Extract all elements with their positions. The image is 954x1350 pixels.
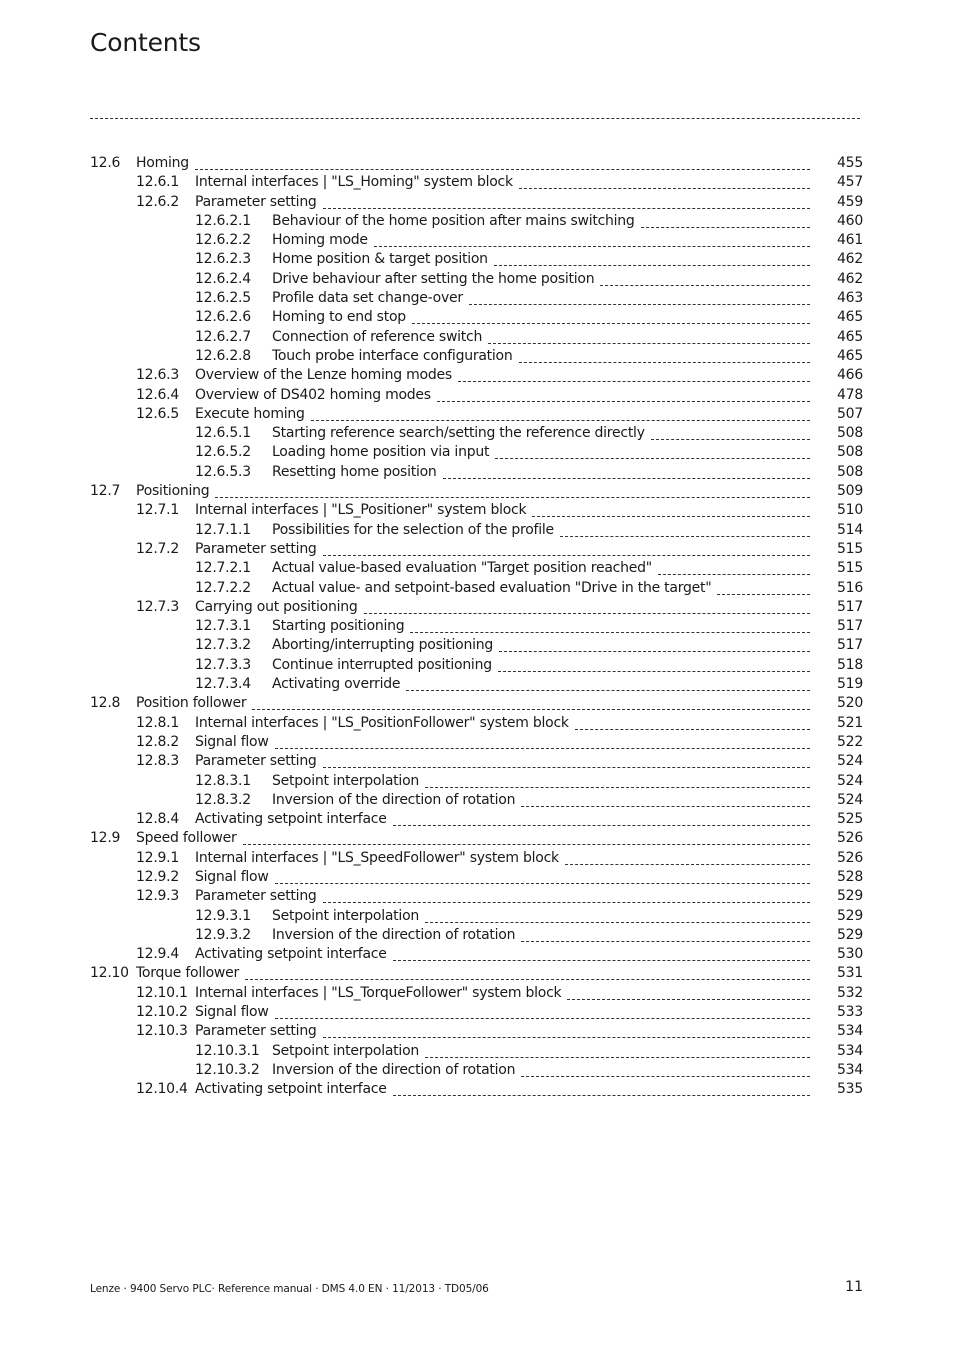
toc-entry-number: 12.9 <box>90 830 121 847</box>
toc-entry[interactable] <box>90 598 863 617</box>
toc-leader-dashes <box>323 767 810 768</box>
toc-entry-page: 535 <box>837 1081 863 1098</box>
toc-entry[interactable] <box>90 656 863 675</box>
toc-entry-title: Internal interfaces | "LS_SpeedFollower" system block <box>195 849 565 868</box>
toc-entry-title: Inversion of the direction of rotation <box>272 926 521 945</box>
toc-entry-title: Actual value- and setpoint-based evaluation "Drive in the target" <box>272 579 717 598</box>
toc-leader-dashes <box>275 1018 810 1019</box>
toc-entry-leader-group <box>272 617 810 636</box>
toc-entry[interactable] <box>90 521 863 540</box>
toc-entry-number: 12.6.4 <box>136 386 180 403</box>
toc-leader-dashes <box>488 343 810 344</box>
toc-entry-page: 514 <box>837 521 863 538</box>
toc-leader-dashes <box>519 362 811 363</box>
toc-entry-number: 12.6.3 <box>136 367 180 384</box>
footer-publication: Lenze · 9400 Servo PLC· Reference manual · DMS 4.0 EN · 11/2013 · TD05/06 <box>90 1283 489 1295</box>
toc-entry-page: 520 <box>837 695 863 712</box>
toc-leader-dashes <box>323 1037 810 1038</box>
toc-entry-title: Execute homing <box>195 405 311 424</box>
toc-entry-page: 507 <box>837 405 863 422</box>
toc-entry-leader-group <box>195 810 810 829</box>
toc-entry-number: 12.8.3.2 <box>195 791 251 808</box>
toc-leader-dashes <box>651 439 810 440</box>
toc-entry[interactable] <box>90 636 863 655</box>
toc-entry[interactable] <box>90 424 863 443</box>
toc-entry-number: 12.10.3.1 <box>195 1042 260 1059</box>
toc-entry-number: 12.8 <box>90 695 121 712</box>
toc-leader-dashes <box>521 806 810 807</box>
toc-entry[interactable] <box>90 810 863 829</box>
toc-entry[interactable] <box>90 887 863 906</box>
toc-entry-number: 12.7.3.1 <box>195 618 251 635</box>
toc-entry-title: Internal interfaces | "LS_PositionFollower" system block <box>195 714 575 733</box>
toc-entry-leader-group <box>136 482 810 501</box>
toc-leader-dashes <box>495 458 810 459</box>
toc-entry-title: Activating setpoint interface <box>195 945 393 964</box>
toc-entry-title: Homing <box>136 154 195 173</box>
toc-entry-title: Overview of DS402 homing modes <box>195 386 437 405</box>
toc-entry-number: 12.8.4 <box>136 811 180 828</box>
toc-entry[interactable] <box>90 694 863 713</box>
toc-entry-page: 524 <box>837 753 863 770</box>
toc-entry[interactable] <box>90 328 863 347</box>
toc-entry-leader-group <box>195 405 810 424</box>
toc-entry-number: 12.10.4 <box>136 1081 188 1098</box>
toc-entry-number: 12.7.1.1 <box>195 521 251 538</box>
toc-entry-title: Starting positioning <box>272 617 410 636</box>
toc-entry[interactable] <box>90 829 863 848</box>
toc-entry-title: Resetting home position <box>272 463 443 482</box>
toc-entry-page: 517 <box>837 637 863 654</box>
toc-entry-page: 521 <box>837 714 863 731</box>
toc-entry-title: Parameter setting <box>195 1022 323 1041</box>
toc-entry-page: 462 <box>837 270 863 287</box>
toc-leader-dashes <box>323 902 810 903</box>
toc-leader-dashes <box>311 420 810 421</box>
toc-entry-page: 526 <box>837 849 863 866</box>
toc-entry-page: 529 <box>837 926 863 943</box>
toc-leader-dashes <box>469 304 810 305</box>
toc-entry-number: 12.6.2.3 <box>195 251 251 268</box>
toc-leader-dashes <box>567 999 810 1000</box>
toc-entry-title: Actual value-based evaluation "Target position reached" <box>272 559 658 578</box>
toc-entry-page: 517 <box>837 618 863 635</box>
toc-entry-title: Activating setpoint interface <box>195 1080 393 1099</box>
toc-entry-number: 12.7.2.1 <box>195 560 251 577</box>
toc-entry-number: 12.6.5.3 <box>195 463 251 480</box>
toc-entry-title: Starting reference search/setting the reference directly <box>272 424 651 443</box>
toc-entry-leader-group <box>272 347 810 366</box>
toc-entry[interactable] <box>90 868 863 887</box>
toc-entry-leader-group <box>195 984 810 1003</box>
toc-entry-page: 524 <box>837 791 863 808</box>
toc-entry-number: 12.10.3.2 <box>195 1061 260 1078</box>
toc-leader-dashes <box>560 536 810 537</box>
toc-entry-title: Loading home position via input <box>272 443 495 462</box>
toc-entry-number: 12.7.2.2 <box>195 579 251 596</box>
toc-leader-dashes <box>717 594 810 595</box>
toc-entry-page: 534 <box>837 1061 863 1078</box>
toc-entry-page: 515 <box>837 540 863 557</box>
toc-entry-number: 12.7 <box>90 483 121 500</box>
toc-entry-number: 12.6.5.2 <box>195 444 251 461</box>
toc-leader-dashes <box>393 960 810 961</box>
toc-entry[interactable] <box>90 675 863 694</box>
toc-entry-title: Parameter setting <box>195 540 323 559</box>
toc-entry-leader-group <box>136 154 810 173</box>
toc-entry-page: 517 <box>837 598 863 615</box>
toc-entry-page: 508 <box>837 425 863 442</box>
toc-entry-page: 534 <box>837 1042 863 1059</box>
toc-entry[interactable] <box>90 501 863 520</box>
toc-entry-page: 465 <box>837 309 863 326</box>
toc-leader-dashes <box>425 1057 810 1058</box>
toc-entry-number: 12.6.2.8 <box>195 347 251 364</box>
toc-entry-title: Internal interfaces | "LS_Homing" system block <box>195 173 519 192</box>
toc-entry[interactable] <box>90 733 863 752</box>
toc-entry-leader-group <box>195 868 810 887</box>
toc-leader-dashes <box>374 246 810 247</box>
toc-entry-title: Behaviour of the home position after mains switching <box>272 212 641 231</box>
toc-entry-leader-group <box>272 656 810 675</box>
toc-entry-title: Activating setpoint interface <box>195 810 393 829</box>
toc-entry-leader-group <box>272 926 810 945</box>
toc-entry[interactable] <box>90 308 863 327</box>
toc-entry[interactable] <box>90 579 863 598</box>
toc-entry-title: Setpoint interpolation <box>272 772 425 791</box>
toc-entry-leader-group <box>272 231 810 250</box>
toc-entry-number: 12.6.2.4 <box>195 270 251 287</box>
toc-entry-leader-group <box>272 791 810 810</box>
toc-entry[interactable] <box>90 366 863 385</box>
toc-entry-number: 12.8.3.1 <box>195 772 251 789</box>
toc-entry-page: 462 <box>837 251 863 268</box>
toc-entry-title: Setpoint interpolation <box>272 907 425 926</box>
toc-entry-page: 465 <box>837 328 863 345</box>
toc-entry-leader-group <box>272 559 810 578</box>
toc-entry-number: 12.7.3.2 <box>195 637 251 654</box>
toc-leader-dashes <box>425 922 810 923</box>
toc-entry-number: 12.6.5 <box>136 405 180 422</box>
toc-entry-title: Signal flow <box>195 1003 275 1022</box>
toc-entry-page: 526 <box>837 830 863 847</box>
toc-entry-number: 12.9.4 <box>136 946 180 963</box>
toc-entry-leader-group <box>272 772 810 791</box>
toc-entry-leader-group <box>272 579 810 598</box>
toc-leader-dashes <box>498 671 810 672</box>
toc-leader-dashes <box>243 844 811 845</box>
toc-leader-dashes <box>323 555 810 556</box>
toc-entry-leader-group <box>195 1003 810 1022</box>
toc-entry-title: Carrying out positioning <box>195 598 364 617</box>
toc-entry[interactable] <box>90 714 863 733</box>
toc-entry-leader-group <box>195 193 810 212</box>
toc-leader-dashes <box>658 574 810 575</box>
toc-entry-title: Aborting/interrupting positioning <box>272 636 499 655</box>
toc-entry-title: Parameter setting <box>195 752 323 771</box>
toc-entry-leader-group <box>195 173 810 192</box>
toc-leader-dashes <box>393 825 810 826</box>
toc-entry[interactable] <box>90 482 863 501</box>
toc-entry-number: 12.6.2 <box>136 193 180 210</box>
toc-leader-dashes <box>458 381 810 382</box>
toc-entry-number: 12.7.3.4 <box>195 676 251 693</box>
toc-entry-leader-group <box>272 907 810 926</box>
toc-entry-page: 463 <box>837 290 863 307</box>
toc-entry-title: Home position & target position <box>272 250 494 269</box>
toc-entry-leader-group <box>195 887 810 906</box>
toc-entry-number: 12.8.1 <box>136 714 180 731</box>
toc-entry-number: 12.10.3 <box>136 1023 188 1040</box>
toc-entry-page: 455 <box>837 155 863 171</box>
toc-entry[interactable] <box>90 752 863 771</box>
toc-entry-leader-group <box>272 521 810 540</box>
toc-entry-title: Profile data set change-over <box>272 289 469 308</box>
toc-entry-title: Speed follower <box>136 829 243 848</box>
toc-entry-number: 12.9.3.1 <box>195 907 251 924</box>
toc-entry-leader-group <box>272 463 810 482</box>
toc-entry-leader-group <box>195 386 810 405</box>
toc-entry-title: Internal interfaces | "LS_Positioner" system block <box>195 501 532 520</box>
toc-entry-title: Inversion of the direction of rotation <box>272 791 521 810</box>
header-rule <box>90 118 860 119</box>
toc-entry-leader-group <box>195 1022 810 1041</box>
toc-entry[interactable] <box>90 173 863 192</box>
toc-entry-title: Internal interfaces | "LS_TorqueFollower" system block <box>195 984 567 1003</box>
toc-entry-page: 519 <box>837 676 863 693</box>
toc-entry[interactable] <box>90 193 863 212</box>
footer-page-number: 11 <box>845 1279 863 1295</box>
toc-entry-title: Positioning <box>136 482 215 501</box>
toc-entry-leader-group <box>136 694 810 713</box>
toc-entry-page: 478 <box>837 386 863 403</box>
toc-entry-page: 531 <box>837 965 863 982</box>
toc-entry-number: 12.6 <box>90 155 121 171</box>
toc-entry[interactable] <box>90 154 863 173</box>
toc-entry-page: 528 <box>837 868 863 885</box>
toc-leader-dashes <box>323 208 810 209</box>
toc-entry-number: 12.6.1 <box>136 174 180 191</box>
toc-entry[interactable] <box>90 559 863 578</box>
toc-entry[interactable] <box>90 1080 863 1099</box>
toc-entry-title: Homing to end stop <box>272 308 412 327</box>
toc-entry-leader-group <box>195 366 810 385</box>
toc-leader-dashes <box>521 941 810 942</box>
toc-entry-page: 515 <box>837 560 863 577</box>
toc-entry-leader-group <box>195 501 810 520</box>
toc-entry[interactable] <box>90 386 863 405</box>
toc-entry-number: 12.6.2.6 <box>195 309 251 326</box>
toc-leader-dashes <box>425 787 810 788</box>
toc-entry-leader-group <box>195 733 810 752</box>
toc-entry[interactable] <box>90 1022 863 1041</box>
toc-entry-title: Inversion of the direction of rotation <box>272 1061 521 1080</box>
toc-entry-number: 12.6.2.1 <box>195 212 251 229</box>
toc-leader-dashes <box>215 497 810 498</box>
toc-entry[interactable] <box>90 791 863 810</box>
toc-entry-page: 529 <box>837 888 863 905</box>
toc-leader-dashes <box>364 613 811 614</box>
toc-entry-page: 524 <box>837 772 863 789</box>
toc-entry[interactable] <box>90 1003 863 1022</box>
toc-leader-dashes <box>195 169 810 170</box>
toc-leader-dashes <box>245 979 810 980</box>
toc-entry-leader-group <box>272 289 810 308</box>
toc-entry-page: 533 <box>837 1004 863 1021</box>
toc-entry-leader-group <box>272 636 810 655</box>
toc-entry[interactable] <box>90 907 863 926</box>
toc-entry-title: Drive behaviour after setting the home position <box>272 270 600 289</box>
toc-entry-title: Signal flow <box>195 868 275 887</box>
toc-entry-page: 508 <box>837 463 863 480</box>
toc-entry-title: Signal flow <box>195 733 275 752</box>
toc-entry-page: 510 <box>837 502 863 519</box>
toc-leader-dashes <box>410 632 810 633</box>
toc-entry-number: 12.9.3.2 <box>195 926 251 943</box>
toc-entry-page: 530 <box>837 946 863 963</box>
toc-leader-dashes <box>532 516 810 517</box>
toc-entry[interactable] <box>90 984 863 1003</box>
toc-entry-leader-group <box>195 598 810 617</box>
toc-entry-leader-group <box>195 540 810 559</box>
toc-entry-page: 459 <box>837 193 863 210</box>
toc-entry-leader-group <box>272 675 810 694</box>
toc-entry-leader-group <box>136 829 810 848</box>
toc-entry[interactable] <box>90 231 863 250</box>
toc-entry-number: 12.10.1 <box>136 984 188 1001</box>
table-of-contents <box>90 154 863 1100</box>
toc-entry-page: 516 <box>837 579 863 596</box>
toc-leader-dashes <box>641 227 810 228</box>
toc-leader-dashes <box>499 651 810 652</box>
toc-entry-page: 461 <box>837 232 863 249</box>
toc-entry[interactable] <box>90 964 863 983</box>
toc-entry[interactable] <box>90 443 863 462</box>
toc-entry-number: 12.8.2 <box>136 733 180 750</box>
toc-entry-page: 457 <box>837 174 863 191</box>
toc-entry[interactable] <box>90 250 863 269</box>
toc-entry-number: 12.8.3 <box>136 753 180 770</box>
toc-entry[interactable] <box>90 347 863 366</box>
toc-entry-title: Continue interrupted positioning <box>272 656 498 675</box>
toc-leader-dashes <box>406 690 810 691</box>
toc-entry[interactable] <box>90 849 863 868</box>
toc-entry-number: 12.6.2.5 <box>195 290 251 307</box>
toc-entry[interactable] <box>90 617 863 636</box>
toc-entry-page: 522 <box>837 733 863 750</box>
toc-entry-leader-group <box>195 714 810 733</box>
toc-entry-number: 12.9.1 <box>136 849 180 866</box>
toc-leader-dashes <box>494 265 810 266</box>
toc-entry-leader-group <box>272 443 810 462</box>
toc-entry-title: Connection of reference switch <box>272 328 488 347</box>
toc-entry-number: 12.6.5.1 <box>195 425 251 442</box>
toc-entry-page: 532 <box>837 984 863 1001</box>
toc-entry[interactable] <box>90 212 863 231</box>
toc-entry-number: 12.9.2 <box>136 868 180 885</box>
toc-entry-page: 509 <box>837 483 863 500</box>
toc-entry-number: 12.7.1 <box>136 502 180 519</box>
toc-entry-title: Position follower <box>136 694 252 713</box>
toc-entry-title: Parameter setting <box>195 193 323 212</box>
toc-entry-number: 12.10 <box>90 965 129 982</box>
toc-entry[interactable] <box>90 405 863 424</box>
toc-leader-dashes <box>412 323 810 324</box>
page-title: Contents <box>90 28 201 57</box>
toc-entry-leader-group <box>272 1061 810 1080</box>
toc-entry-page: 534 <box>837 1023 863 1040</box>
toc-entry-page: 460 <box>837 212 863 229</box>
toc-entry-page: 466 <box>837 367 863 384</box>
toc-entry[interactable] <box>90 1061 863 1080</box>
toc-entry-title: Setpoint interpolation <box>272 1042 425 1061</box>
toc-entry-title: Torque follower <box>136 964 245 983</box>
toc-entry-leader-group <box>272 1042 810 1061</box>
toc-entry[interactable] <box>90 540 863 559</box>
toc-entry-leader-group <box>272 212 810 231</box>
toc-entry-page: 465 <box>837 347 863 364</box>
toc-leader-dashes <box>275 883 810 884</box>
toc-entry-number: 12.7.3 <box>136 598 180 615</box>
toc-entry-leader-group <box>272 308 810 327</box>
toc-entry-title: Homing mode <box>272 231 374 250</box>
toc-entry-title: Possibilities for the selection of the profile <box>272 521 560 540</box>
toc-entry-leader-group <box>195 945 810 964</box>
toc-leader-dashes <box>565 864 810 865</box>
toc-entry[interactable] <box>90 289 863 308</box>
toc-leader-dashes <box>275 748 810 749</box>
toc-entry-page: 529 <box>837 907 863 924</box>
toc-entry-leader-group <box>272 250 810 269</box>
toc-entry[interactable] <box>90 270 863 289</box>
toc-entry-number: 12.10.2 <box>136 1004 188 1021</box>
toc-leader-dashes <box>521 1076 810 1077</box>
toc-entry-title: Overview of the Lenze homing modes <box>195 366 458 385</box>
toc-entry-page: 508 <box>837 444 863 461</box>
toc-entry-title: Touch probe interface configuration <box>272 347 519 366</box>
toc-leader-dashes <box>519 188 810 189</box>
toc-entry[interactable] <box>90 463 863 482</box>
toc-entry-leader-group <box>272 424 810 443</box>
toc-entry-leader-group <box>136 964 810 983</box>
toc-entry-page: 518 <box>837 656 863 673</box>
toc-entry[interactable] <box>90 926 863 945</box>
toc-entry-leader-group <box>195 849 810 868</box>
toc-entry[interactable] <box>90 1042 863 1061</box>
toc-leader-dashes <box>443 478 810 479</box>
toc-entry-title: Parameter setting <box>195 887 323 906</box>
toc-leader-dashes <box>575 729 810 730</box>
toc-entry-number: 12.6.2.2 <box>195 232 251 249</box>
toc-entry-leader-group <box>272 270 810 289</box>
toc-entry-number: 12.7.3.3 <box>195 656 251 673</box>
toc-leader-dashes <box>252 709 810 710</box>
toc-entry-leader-group <box>195 1080 810 1099</box>
toc-entry-number: 12.6.2.7 <box>195 328 251 345</box>
toc-entry[interactable] <box>90 772 863 791</box>
toc-entry-title: Activating override <box>272 675 406 694</box>
toc-entry-number: 12.9.3 <box>136 888 180 905</box>
toc-entry-leader-group <box>272 328 810 347</box>
toc-entry[interactable] <box>90 945 863 964</box>
toc-entry-number: 12.7.2 <box>136 540 180 557</box>
toc-leader-dashes <box>437 401 810 402</box>
toc-entry-leader-group <box>195 752 810 771</box>
toc-entry-page: 525 <box>837 811 863 828</box>
toc-leader-dashes <box>600 285 810 286</box>
toc-leader-dashes <box>393 1095 810 1096</box>
